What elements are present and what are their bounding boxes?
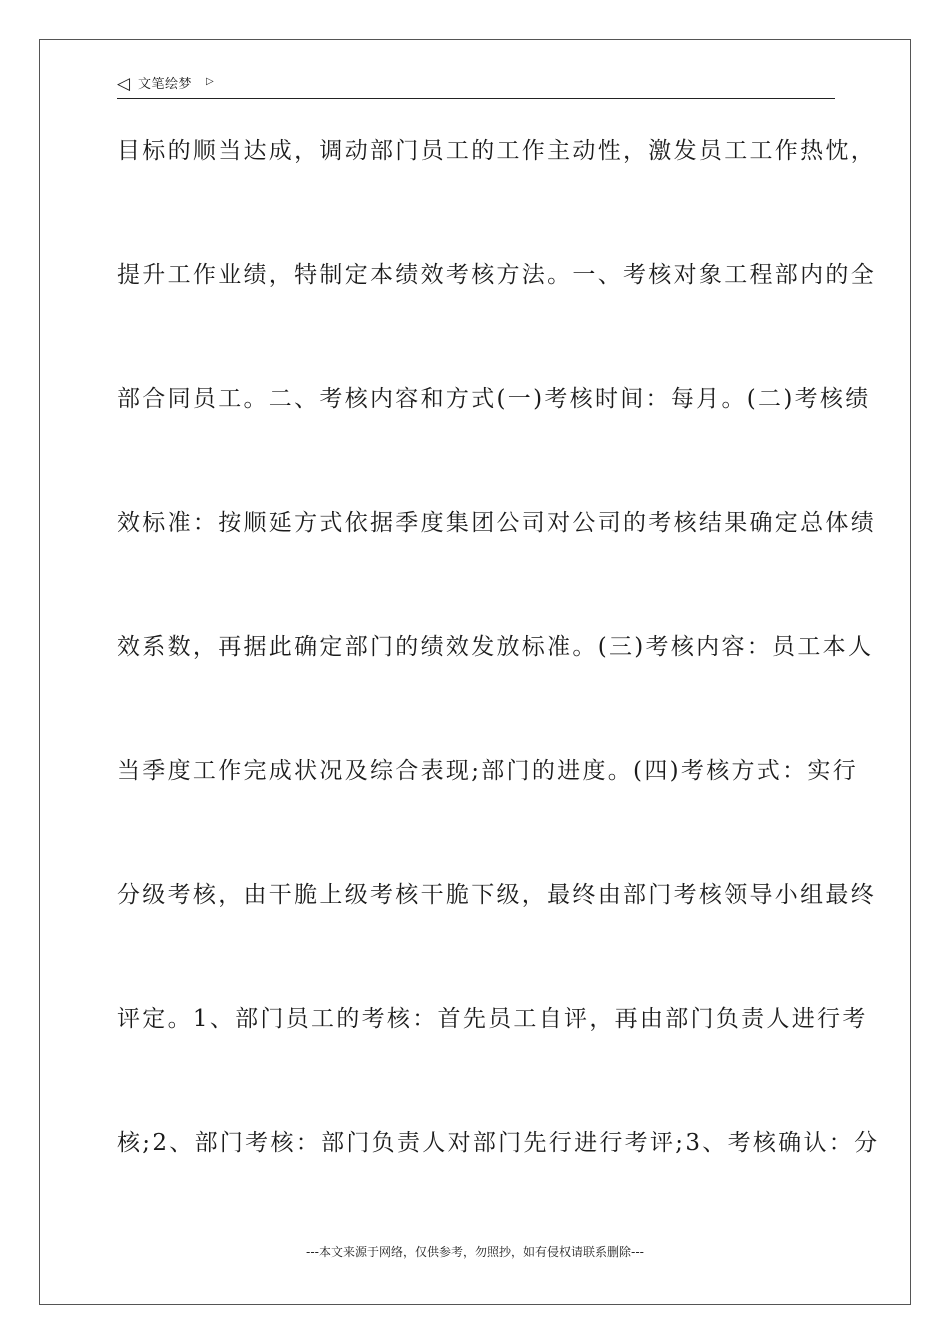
footer-disclaimer: ---本文来源于网络，仅供参考，勿照抄，如有侵权请联系删除---	[306, 1245, 644, 1259]
triangle-right-icon: ▷	[206, 76, 214, 87]
page-border	[39, 39, 911, 1305]
body-text-line: 核;2、部门考核：部门负责人对部门先行进行考评;3、考核确认：分	[117, 1130, 880, 1156]
body-text-line: 效系数，再据此确定部门的绩效发放标准。(三)考核内容：员工本人	[117, 634, 874, 660]
triangle-left-icon: ◁	[117, 74, 131, 94]
body-text-line: 提升工作业绩，特制定本绩效考核方法。一、考核对象工程部内的全	[117, 262, 876, 288]
header-title: 文笔绘梦	[138, 77, 193, 92]
body-text-line: 部合同员工。二、考核内容和方式(一)考核时间：每月。(二)考核绩	[117, 386, 871, 412]
body-text-line: 当季度工作完成状况及综合表现;部门的进度。(四)考核方式：实行	[117, 758, 858, 784]
body-text-line: 分级考核，由干脆上级考核干脆下级，最终由部门考核领导小组最终	[117, 882, 876, 908]
body-text-line: 评定。1、部门员工的考核：首先员工自评，再由部门负责人进行考	[117, 1006, 868, 1032]
body-text-line: 效标准：按顺延方式依据季度集团公司对公司的考核结果确定总体绩	[117, 510, 876, 536]
body-text-line: 目标的顺当达成，调动部门员工的工作主动性，激发员工工作热忱，	[117, 138, 876, 164]
page-header	[117, 72, 835, 99]
